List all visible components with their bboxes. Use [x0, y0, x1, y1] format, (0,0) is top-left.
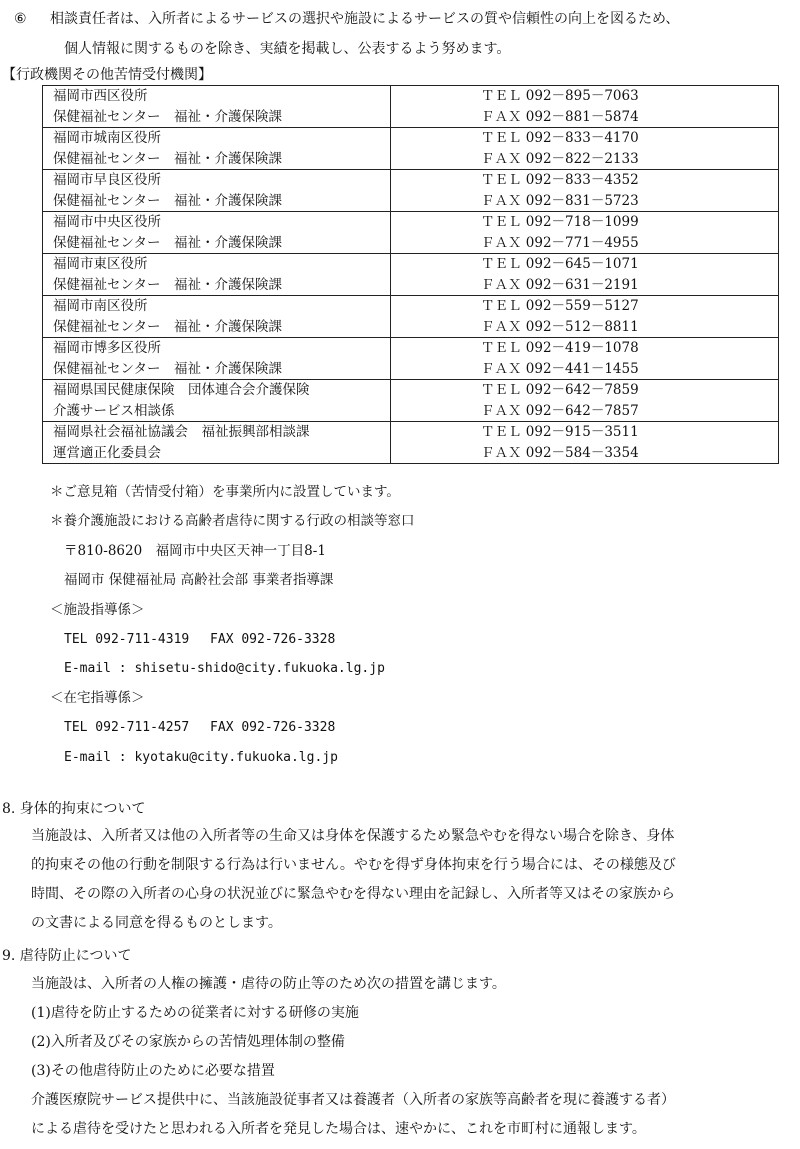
office-name-cell [43, 296, 391, 338]
office-fax: ＦＡＸ 092－631－2191 [481, 276, 639, 293]
office-contact-cell [391, 86, 779, 128]
intro-line-2: 個人情報に関するものを除き、実績を掲載し、公表するよう努めます。 [64, 41, 511, 57]
section-9-line-5: 介護医療院サービス提供中に、当該施設従事者又は養護者（入所者の家族等高齢者を現に養護する者） [31, 1092, 675, 1108]
office-tel: ＴＥＬ 092－718－1099 [481, 214, 639, 230]
table-row [43, 380, 779, 422]
complaint-office-table [42, 85, 779, 464]
section-9-body [31, 970, 785, 1144]
table-row [43, 128, 779, 170]
office-department: 保健福祉センター 福祉・介護保険課 [53, 360, 282, 377]
section-8-line-4: の文書による同意を得るものとします。 [31, 915, 282, 931]
office-fax: ＦＡＸ 092－512－8811 [481, 318, 639, 335]
office-name-cell [43, 254, 391, 296]
home-email: E-mail : kyotaku@city.fukuoka.lg.jp [64, 749, 338, 765]
notes-block [50, 478, 415, 772]
table-row [43, 86, 779, 128]
section-8-title: 8. 身体的拘束について [2, 801, 146, 817]
office-fax: ＦＡＸ 092－881－5874 [481, 108, 639, 125]
office-name-cell [43, 422, 391, 464]
office-tel: ＴＥＬ 092－419－1078 [481, 340, 639, 356]
section-8-line-1: 当施設は、入所者又は他の入所者等の生命又は身体を保護するため緊急やむを得ない場合を除き、身体 [31, 828, 675, 844]
table-row [43, 212, 779, 254]
office-name-cell [43, 86, 391, 128]
office-name: 福岡市中央区役所 [53, 214, 161, 230]
office-contact-cell [391, 170, 779, 212]
table-row [43, 422, 779, 464]
office-tel: ＴＥＬ 092－833－4170 [481, 130, 639, 146]
office-department: 運営適正化委員会 [53, 444, 161, 461]
office-department: 保健福祉センター 福祉・介護保険課 [53, 276, 282, 293]
postal-address: 〒810-8620 福岡市中央区天神一丁目8-1 [64, 542, 326, 559]
office-name: 福岡市西区役所 [53, 88, 148, 104]
section-9-line-6: による虐待を受けたと思われる入所者を発見した場合は、速やかに、これを市町村に通報します。 [31, 1121, 646, 1137]
office-name: 福岡県社会福祉協議会 福祉振興部相談課 [53, 424, 310, 440]
office-tel: ＴＥＬ 092－895－7063 [481, 88, 639, 104]
office-name-cell [43, 380, 391, 422]
office-name: 福岡市城南区役所 [53, 130, 161, 146]
department-name: 福岡市 保健福祉局 高齢社会部 事業者指導課 [64, 572, 334, 589]
opinion-box-note: ＊ご意見箱（苦情受付箱）を事業所内に設置しています。 [50, 484, 400, 500]
office-contact-cell [391, 380, 779, 422]
office-tel: ＴＥＬ 092－559－5127 [481, 298, 639, 314]
office-name: 福岡市早良区役所 [53, 172, 161, 188]
table-heading: 【行政機関その他苦情受付機関】 [2, 67, 212, 83]
table-row [43, 254, 779, 296]
office-fax: ＦＡＸ 092－771－4955 [481, 234, 639, 251]
intro-line-1: 相談責任者は、入所者によるサービスの選択や施設によるサービスの質や信頼性の向上を図るため、 [50, 11, 680, 27]
section-9-line-2: (1)虐待を防止するための従業者に対する研修の実施 [31, 1005, 359, 1021]
section-8-line-3: 時間、その際の入所者の心身の状況並びに緊急やむを得ない理由を記録し、入所者等又はその家族から [31, 886, 675, 902]
section-9-title: 9. 虐待防止について [2, 948, 132, 964]
facility-section-heading: ＜施設指導係＞ [50, 601, 145, 618]
table-row [43, 170, 779, 212]
intro-paragraph [14, 4, 679, 64]
office-department: 保健福祉センター 福祉・介護保険課 [53, 192, 282, 209]
office-department: 保健福祉センター 福祉・介護保険課 [53, 108, 282, 125]
home-phone-fax: TEL 092-711-4257 FAX 092-726-3328 [64, 720, 336, 736]
office-name-cell [43, 170, 391, 212]
office-name: 福岡県国民健康保険 団体連合会介護保険 [53, 382, 310, 398]
table-row [43, 296, 779, 338]
office-name-cell [43, 212, 391, 254]
office-name: 福岡市南区役所 [53, 298, 148, 314]
office-fax: ＦＡＸ 092－441－1455 [481, 360, 639, 377]
office-fax: ＦＡＸ 092－831－5723 [481, 192, 639, 209]
section-9-line-1: 当施設は、入所者の人権の擁護・虐待の防止等のため次の措置を講じます。 [31, 976, 506, 992]
office-tel: ＴＥＬ 092－645－1071 [481, 256, 639, 272]
office-tel: ＴＥＬ 092－915－3511 [481, 424, 639, 440]
office-name-cell [43, 128, 391, 170]
office-fax: ＦＡＸ 092－822－2133 [481, 150, 639, 167]
office-name: 福岡市博多区役所 [53, 340, 161, 356]
office-department: 保健福祉センター 福祉・介護保険課 [53, 234, 282, 251]
office-fax: ＦＡＸ 092－642－7857 [481, 402, 639, 419]
section-9-line-4: (3)その他虐待防止のために必要な措置 [31, 1063, 275, 1079]
facility-phone-fax: TEL 092-711-4319 FAX 092-726-3328 [64, 632, 336, 648]
facility-email: E-mail : shisetu-shido@city.fukuoka.lg.jp [64, 661, 385, 677]
office-fax: ＦＡＸ 092－584－3354 [481, 444, 639, 461]
section-8-line-2: 的拘束その他の行動を制限する行為は行いません。やむを得ず身体拘束を行う場合には、その様態及び [31, 857, 676, 873]
home-section-heading: ＜在宅指導係＞ [50, 689, 145, 706]
office-tel: ＴＥＬ 092－642－7859 [481, 382, 639, 398]
office-contact-cell [391, 422, 779, 464]
abuse-window-note: ＊養介護施設における高齢者虐待に関する行政の相談等窓口 [50, 513, 415, 530]
office-name: 福岡市東区役所 [53, 256, 148, 272]
office-department: 保健福祉センター 福祉・介護保険課 [53, 150, 282, 167]
office-contact-cell [391, 128, 779, 170]
office-contact-cell [391, 212, 779, 254]
office-department: 保健福祉センター 福祉・介護保険課 [53, 318, 282, 335]
item-marker: ⑥ [14, 11, 27, 27]
section-9-line-3: (2)入所者及びその家族からの苦情処理体制の整備 [31, 1034, 345, 1050]
office-department: 介護サービス相談係 [53, 402, 175, 419]
office-name-cell [43, 338, 391, 380]
office-contact-cell [391, 296, 779, 338]
office-contact-cell [391, 338, 779, 380]
office-contact-cell [391, 254, 779, 296]
office-tel: ＴＥＬ 092－833－4352 [481, 172, 639, 188]
table-row [43, 338, 779, 380]
section-8-body [31, 822, 785, 938]
